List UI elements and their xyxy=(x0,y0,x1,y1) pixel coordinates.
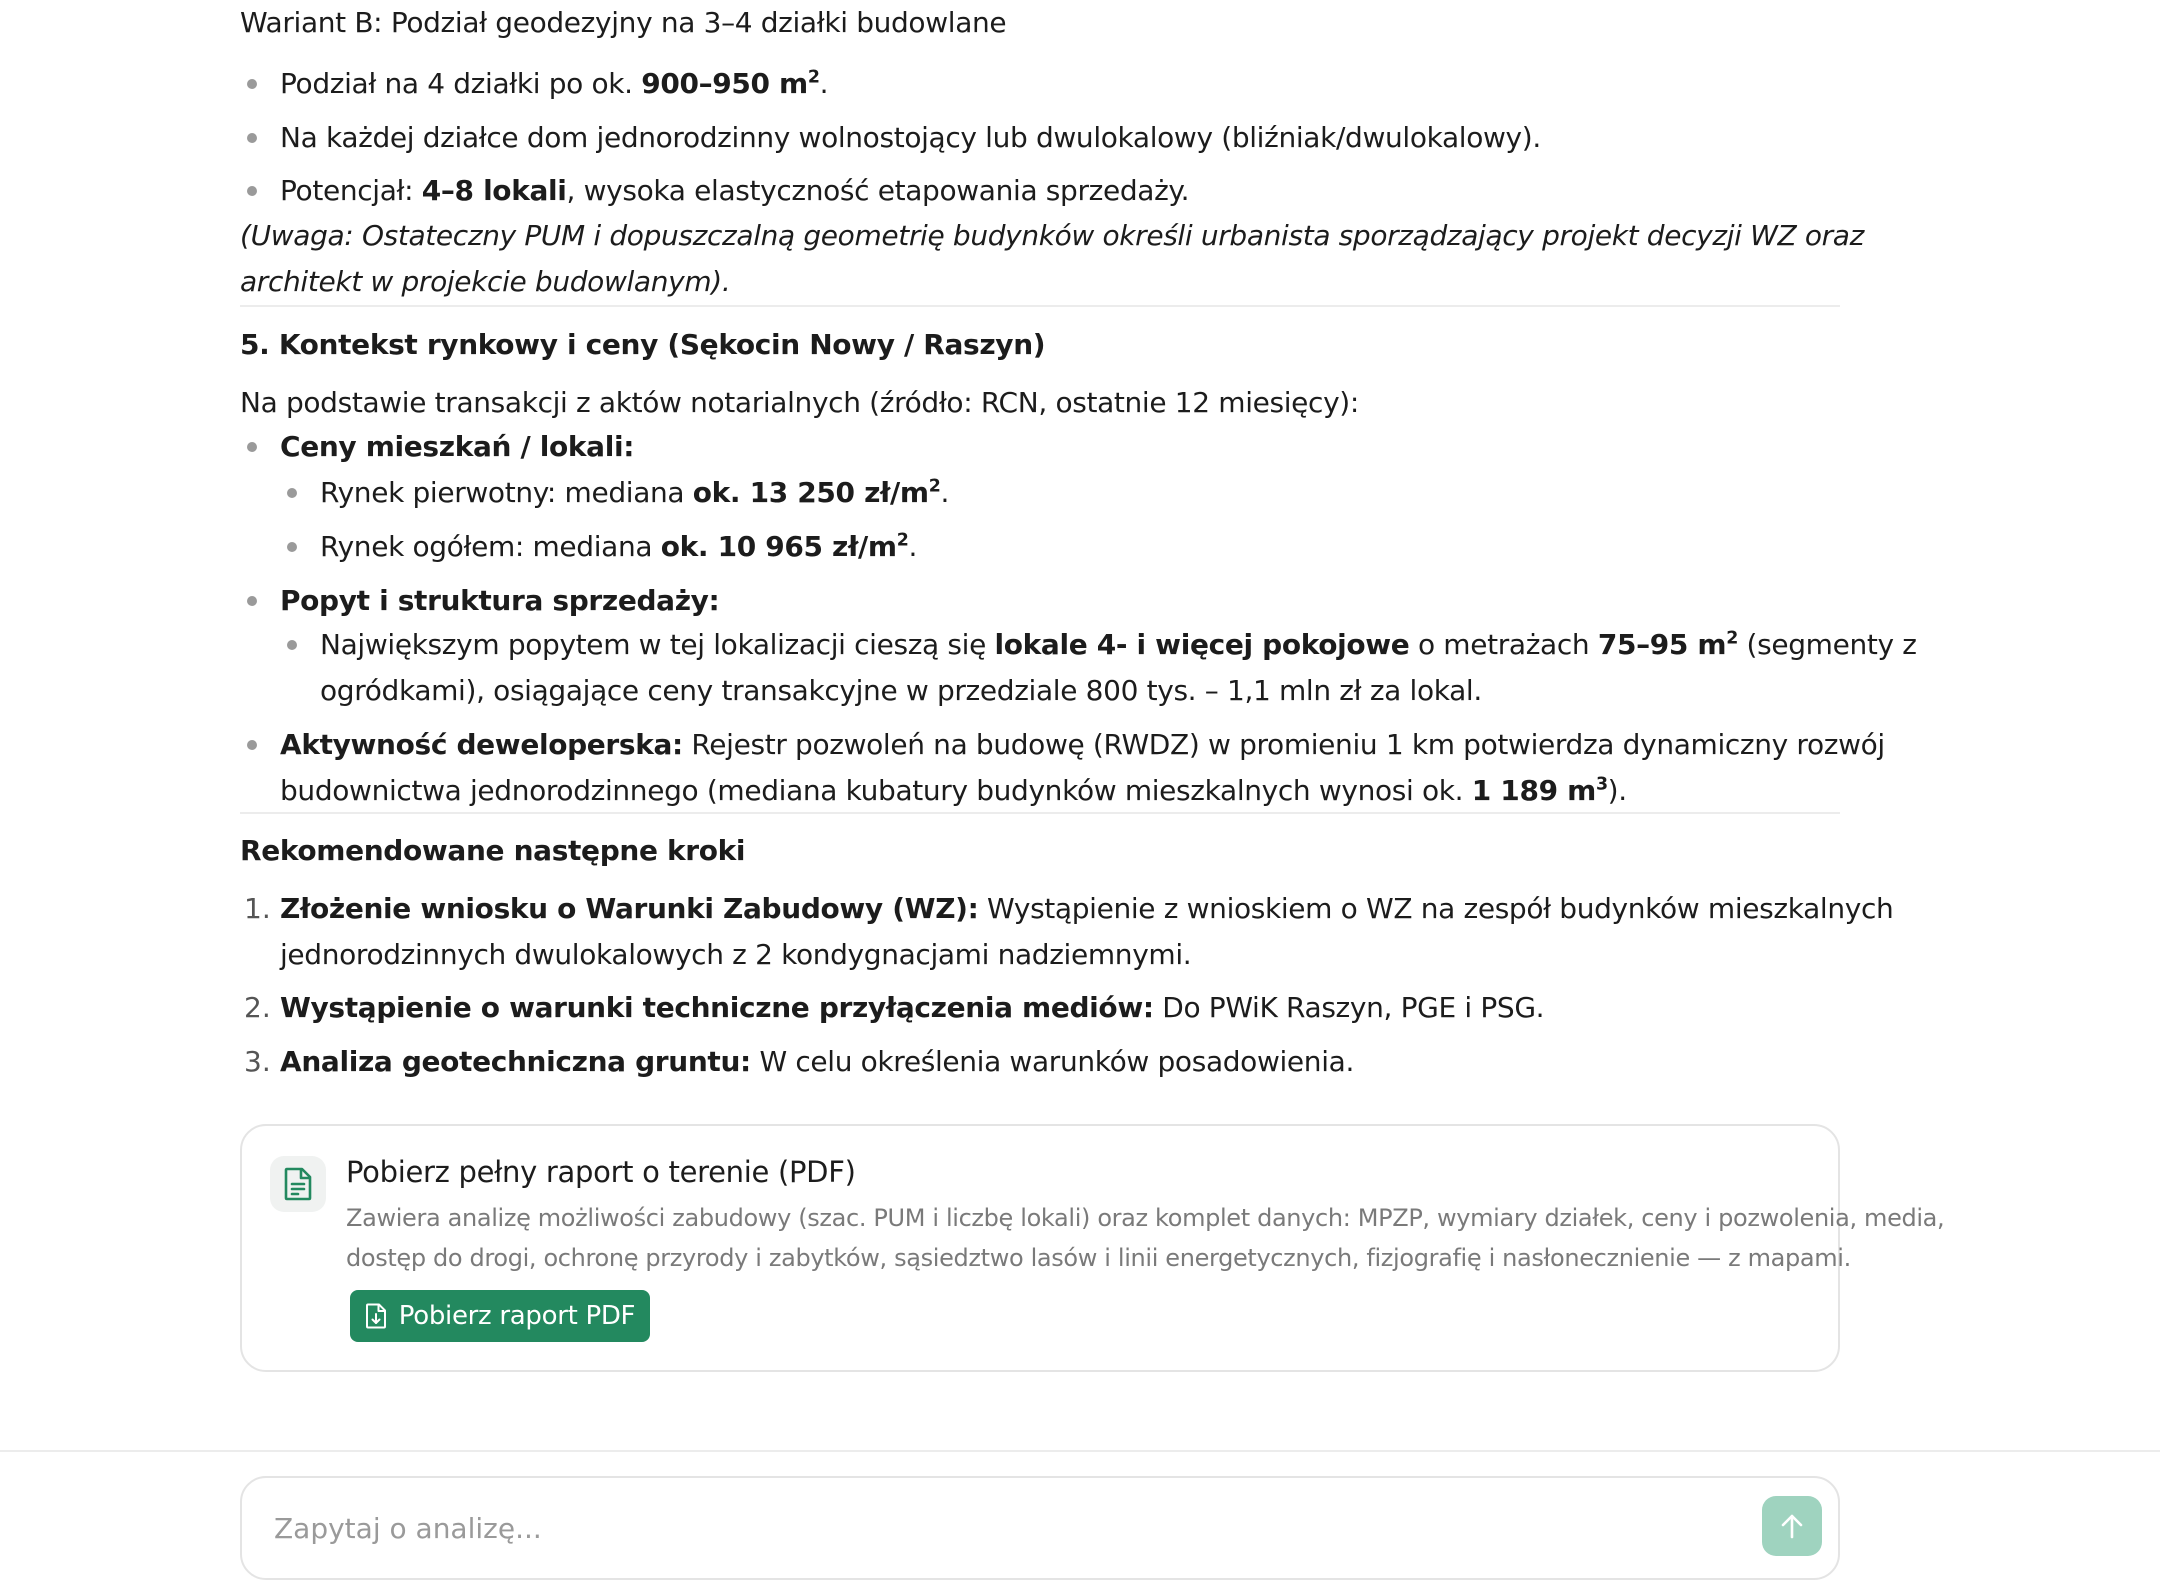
arrow-up-icon xyxy=(1780,1513,1804,1539)
bullet xyxy=(247,133,257,143)
note-text: architekt w projekcie budowlanym). xyxy=(240,265,731,298)
chat-composer xyxy=(240,1476,1840,1580)
report-card-title: Pobierz pełny raport o terenie (PDF) xyxy=(346,1155,856,1189)
bullet xyxy=(247,740,257,750)
note-text: (Uwaga: Ostateczny PUM i dopuszczalną geometrię budynków określi urbanista sporządzający projekt decyzji WZ oraz xyxy=(240,219,1864,252)
step-item: Złożenie wniosku o Warunki Zabudowy (WZ): Wystąpienie z wnioskiem o WZ na zespół budynków mieszkalnych xyxy=(280,892,1894,925)
report-card xyxy=(240,1124,1945,1372)
composer-divider xyxy=(0,1450,2160,1452)
step-number: 3. xyxy=(244,1045,271,1078)
step-number: 2. xyxy=(244,991,271,1024)
section-divider xyxy=(240,812,1840,814)
list-item-continued: ogródkami), osiągające ceny transakcyjne w przedziale 800 tys. – 1,1 mln zł za lokal. xyxy=(320,674,1482,707)
list-item-continued: budownictwa jednorodzinnego (mediana kubatury budynków mieszkalnych wynosi ok. 1 189 $m^3$). xyxy=(280,774,1627,807)
list-item: Potencjał: 4–8 lokali, wysoka elastyczność etapowania sprzedaży. xyxy=(280,174,1190,207)
document-icon xyxy=(270,1156,326,1212)
download-pdf-button-label: Pobierz raport PDF xyxy=(398,1301,636,1331)
report-card-description: Zawiera analizę możliwości zabudowy (szac. PUM i liczbę lokali) oraz komplet danych: MPZP, wymiary działek, ceny i pozwolenia, media, dostęp do drogi, ochronę przyrody i zabytków, sąsiedztwo lasów i linii energetycznych, fizjografię i nasłonecznienie — z mapami. xyxy=(346,1204,1945,1272)
bullet xyxy=(247,79,257,89)
bullet xyxy=(287,488,297,498)
step-number: 1. xyxy=(244,892,271,925)
steps-heading: Rekomendowane następne kroki xyxy=(240,834,746,867)
demand-label: Popyt i struktura sprzedaży: xyxy=(280,584,720,617)
download-pdf-button[interactable] xyxy=(350,1290,650,1342)
list-item: Podział na 4 działki po ok. 900–950 $m^2$. xyxy=(280,67,829,100)
bullet xyxy=(247,186,257,196)
variant-b-heading: Wariant B: Podział geodezyjny na 3–4 działki budowlane xyxy=(240,6,1007,39)
download-file-icon xyxy=(365,1303,387,1329)
step-item: Analiza geotechniczna gruntu: W celu określenia warunków posadowienia. xyxy=(280,1045,1354,1078)
market-intro: Na podstawie transakcji z aktów notarialnych (źródło: RCN, ostatnie 12 miesięcy): xyxy=(240,386,1359,419)
market-heading: 5. Kontekst rynkowy i ceny (Sękocin Nowy / Raszyn) xyxy=(240,328,1046,361)
step-item: Wystąpienie o warunki techniczne przyłączenia mediów: Do PWiK Raszyn, PGE i PSG. xyxy=(280,991,1545,1024)
chat-input[interactable] xyxy=(272,1504,1736,1552)
bullet xyxy=(287,640,297,650)
list-item: Największym popytem w tej lokalizacji cieszą się lokale 4- i więcej pokojowe o metrażach 75–95 $m^2$ (segmenty z xyxy=(320,628,1917,661)
section-divider xyxy=(240,305,1840,307)
step-item-continued: jednorodzinnych dwulokalowych z 2 kondygnacjami nadziemnymi. xyxy=(280,938,1192,971)
bullet xyxy=(247,442,257,452)
send-button[interactable] xyxy=(1762,1496,1822,1556)
list-item: Aktywność deweloperska: Rejestr pozwoleń na budowę (RWDZ) w promieniu 1 km potwierdza dynamiczny rozwój xyxy=(280,728,1885,761)
bullet xyxy=(287,542,297,552)
prices-label: Ceny mieszkań / lokali: xyxy=(280,430,635,463)
list-item: Na każdej działce dom jednorodzinny wolnostojący lub dwulokalowy (bliźniak/dwulokalowy). xyxy=(280,121,1541,154)
list-item: Rynek ogółem: mediana ok. 10 965 $zł/m^2$. xyxy=(320,530,918,563)
list-item: Rynek pierwotny: mediana ok. 13 250 $zł/m^2$. xyxy=(320,476,950,509)
bullet xyxy=(247,596,257,606)
